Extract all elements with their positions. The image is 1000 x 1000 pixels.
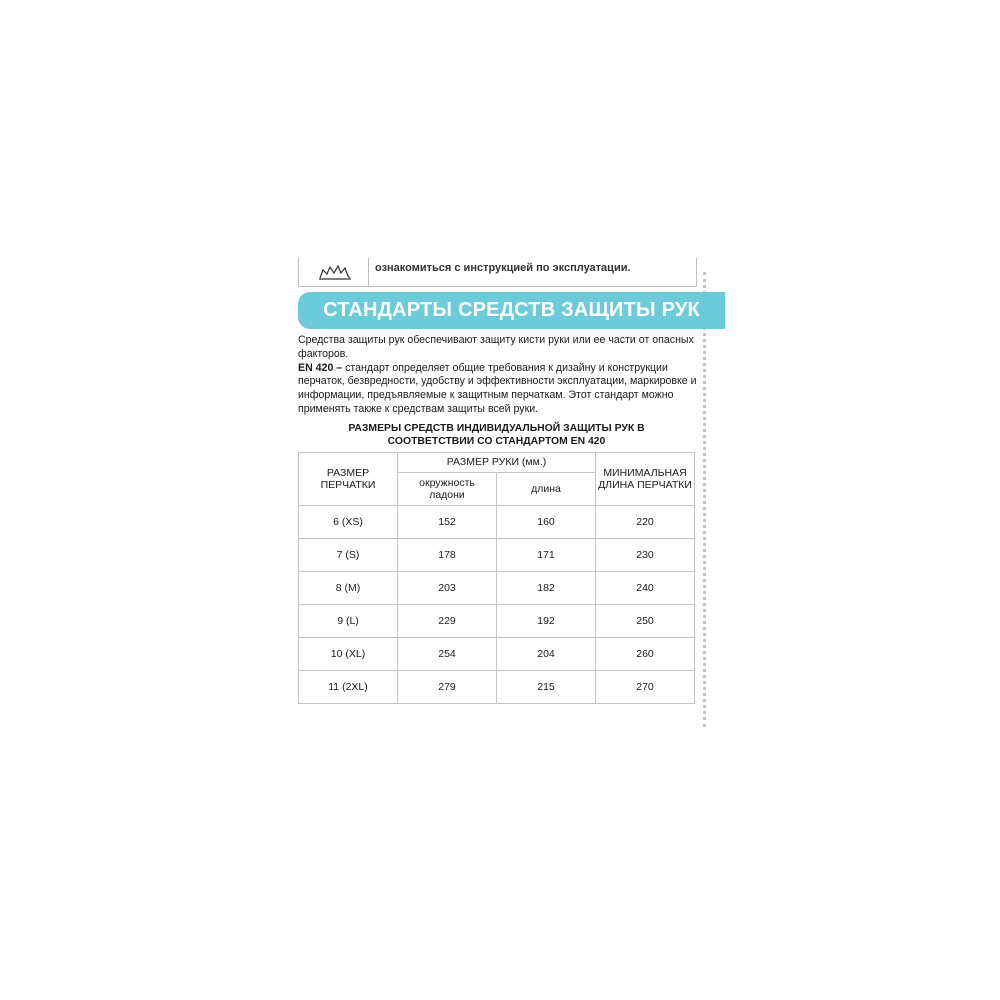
table-row [299,605,695,638]
cell-min-length: 270 [596,671,695,704]
cell-size: 6 (XS) [299,506,398,539]
cell-size: 10 (XL) [299,638,398,671]
cell-palm: 178 [398,539,497,572]
cell-size: 9 (L) [299,605,398,638]
header-palm-circumference: окружность ладони [398,473,497,506]
cell-min-length: 260 [596,638,695,671]
standard-code: EN 420 – [298,361,343,374]
previous-section-cutoff-row [298,258,697,287]
cell-length: 192 [497,605,596,638]
cell-size: 8 (M) [299,572,398,605]
cell-length: 160 [497,506,596,539]
cell-size: 11 (2XL) [299,671,398,704]
cell-length: 182 [497,572,596,605]
cell-min-length: 220 [596,506,695,539]
cell-divider [368,258,369,286]
table-row [299,539,695,572]
intro-text-block [298,334,698,417]
table-row [299,671,695,704]
table-row [299,506,695,539]
cell-length: 171 [497,539,596,572]
header-hand-size: РАЗМЕР РУКИ (мм.) [398,453,596,473]
header-length: длина [497,473,596,506]
intro-paragraph-2 [298,362,698,417]
cell-palm: 279 [398,671,497,704]
standard-description: стандарт определяет общие требования к дизайну и конструкции перчаток, безвредности, удобству и эффективности эксплуатации, маркировке и информации, предъявляемые к защитным перчаткам. Этот стандарт можно применять также к средствам защиты всей руки. [298,361,697,415]
page-edge-dotted-line [703,272,706,727]
table-row [299,638,695,671]
cell-palm: 229 [398,605,497,638]
cell-palm: 254 [398,638,497,671]
cell-min-length: 250 [596,605,695,638]
glove-outline-icon [317,262,353,282]
table-caption-line-2: СООТВЕТСТВИИ СО СТАНДАРТОМ EN 420 [387,436,606,447]
header-min-glove-length: МИНИМАЛЬНАЯ ДЛИНА ПЕРЧАТКИ [596,453,695,506]
header-glove-size: РАЗМЕР ПЕРЧАТКИ [299,453,398,506]
section-title: СТАНДАРТЫ СРЕДСТВ ЗАЩИТЫ РУК [323,299,700,321]
table-caption [298,422,695,448]
table-row [299,572,695,605]
cutoff-instruction-text: ознакомиться с инструкцией по эксплуатации. [375,262,631,274]
cell-length: 204 [497,638,596,671]
table-caption-line-1: РАЗМЕРЫ СРЕДСТВ ИНДИВИДУАЛЬНОЙ ЗАЩИТЫ РУК В [348,423,645,434]
cell-min-length: 230 [596,539,695,572]
cell-length: 215 [497,671,596,704]
cell-palm: 152 [398,506,497,539]
cell-palm: 203 [398,572,497,605]
intro-paragraph-1: Средства защиты рук обеспечивают защиту кисти руки или ее части от опасных факторов. [298,334,694,360]
cell-min-length: 240 [596,572,695,605]
section-banner [298,292,725,329]
glove-sizes-table [298,452,695,704]
cell-size: 7 (S) [299,539,398,572]
